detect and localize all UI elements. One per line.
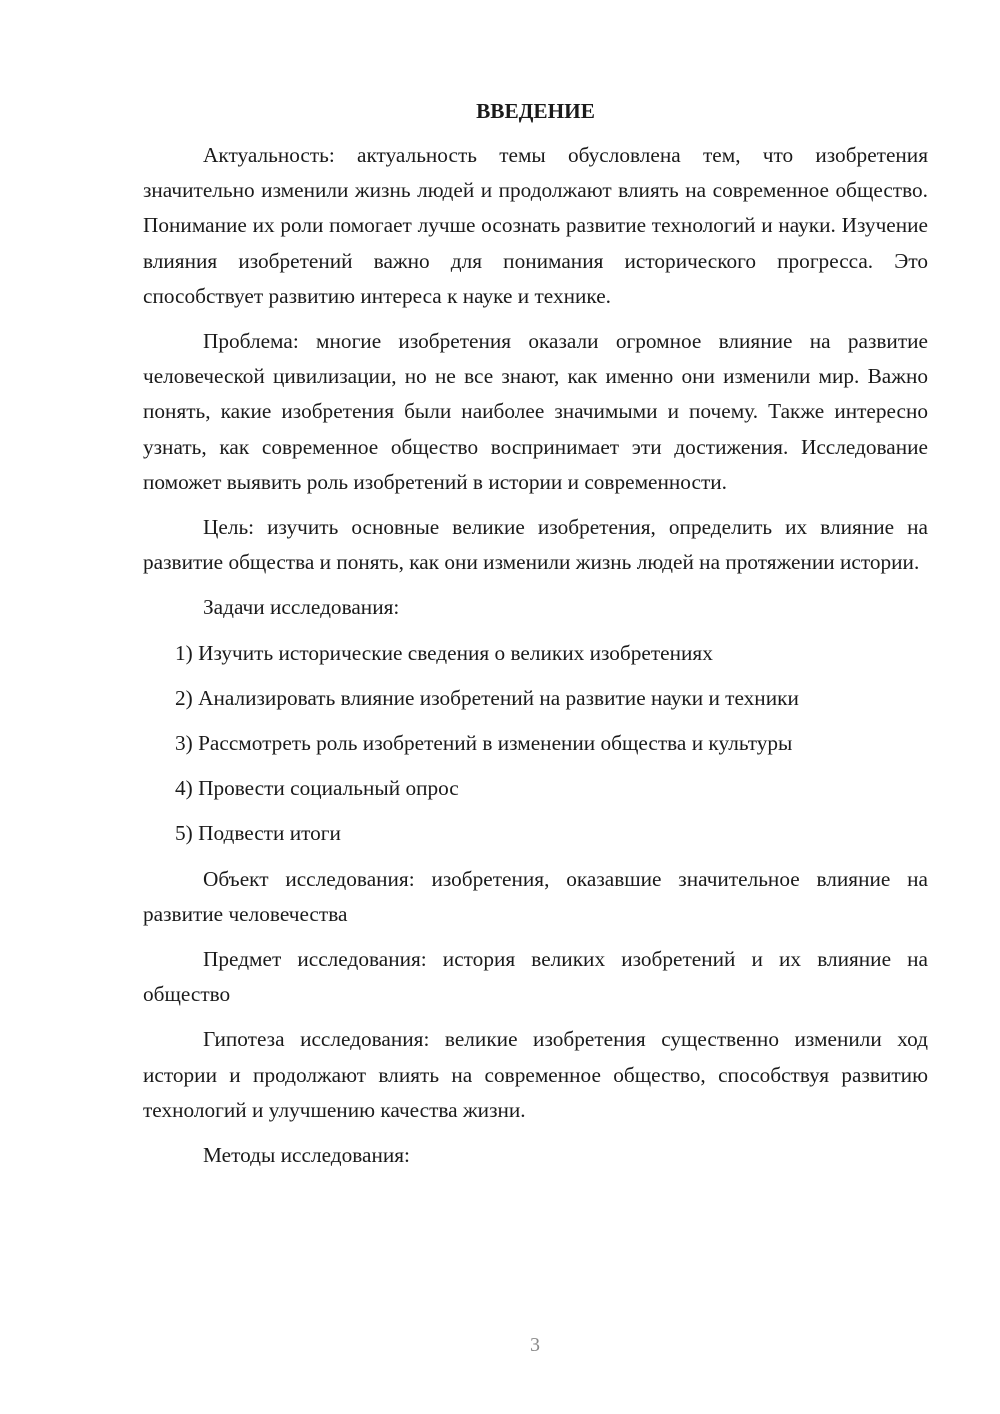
paragraph-subject: Предмет исследования: история великих изобретений и их влияние на общество (143, 947, 928, 1007)
paragraph-relevance: Актуальность: актуальность темы обусловлена тем, что изобретения значительно изменили жизнь людей и продолжают влиять на современное общество. Понимание их роли помогает лучше осознать развитие технологий и науки. Изучение влияния изобретений важно для понимания исторического прогресса. Это способствует развитию интереса к науке и технике. (143, 143, 928, 308)
tasks-list (143, 636, 928, 852)
list-item: 2) Анализировать влияние изобретений на развитие науки и техники (175, 685, 799, 710)
paragraph-object: Объект исследования: изобретения, оказавшие значительное влияние на развитие человечества (143, 866, 928, 926)
list-item: 5) Подвести итоги (175, 821, 341, 846)
paragraph-hypothesis: Гипотеза исследования: великие изобретения существенно изменили ход истории и продолжают влиять на современное общество, способствуя развитию технологий и улучшению качества жизни. (143, 1027, 928, 1122)
paragraph-tasks-heading: Задачи исследования: (203, 595, 400, 620)
document-title: ВВЕДЕНИЕ (476, 99, 595, 123)
list-item: 3) Рассмотреть роль изобретений в изменении общества и культуры (175, 731, 793, 756)
paragraph-methods: Методы исследования: (203, 1143, 410, 1168)
list-item: 4) Провести социальный опрос (175, 776, 459, 801)
document-page (143, 92, 928, 1183)
page-number: 3 (530, 1334, 540, 1356)
paragraph-problem: Проблема: многие изобретения оказали огромное влияние на развитие человеческой цивилизации, но не все знают, как именно они изменили мир. Важно понять, какие изобретения были наиболее значимыми и почему. Также интересно узнать, как современное общество воспринимает эти достижения. Исследование поможет выявить роль изобретений в истории и современности. (143, 329, 928, 494)
paragraph-goal: Цель: изучить основные великие изобретения, определить их влияние на развитие общества и понять, как они изменили жизнь людей на протяжении истории. (143, 515, 928, 575)
list-item: 1) Изучить исторические сведения о великих изобретениях (175, 640, 713, 665)
